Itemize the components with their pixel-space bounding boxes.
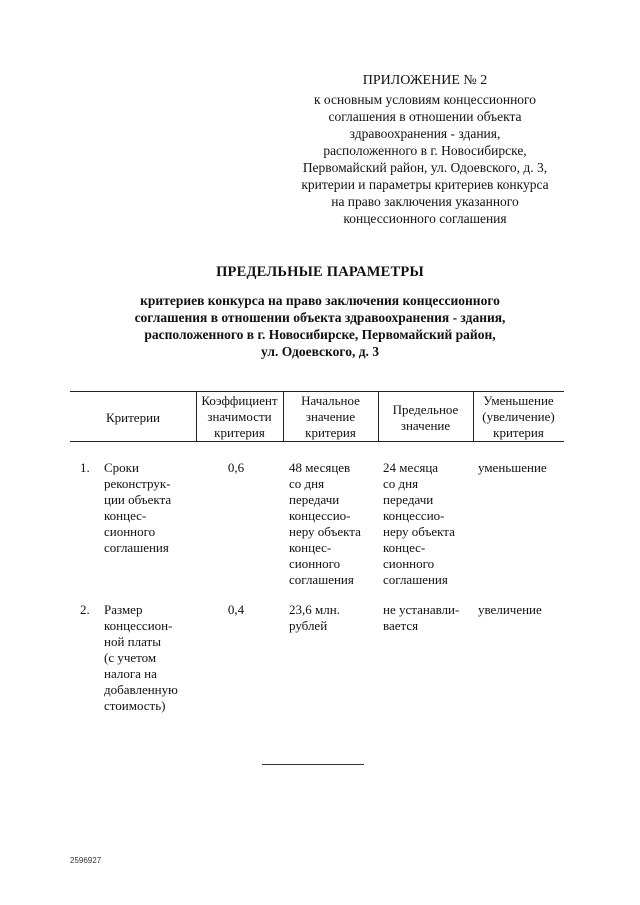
row-coefficient: 0,4 <box>227 602 245 617</box>
annex-line: к основным условиям концессионного <box>313 92 537 107</box>
table-header-rule <box>70 441 564 442</box>
end-of-document-rule <box>262 764 364 765</box>
row-direction: уменьшение <box>478 460 547 475</box>
document-title: ПРЕДЕЛЬНЫЕ ПАРАМЕТРЫ <box>216 264 424 280</box>
subtitle-line: соглашения в отношении объекта здравоохранения - здания, <box>134 310 506 325</box>
header-initial-value: Начальное значение критерия <box>301 393 360 440</box>
row-direction: увеличение <box>478 602 542 617</box>
annex-line: расположенного в г. Новосибирске, <box>323 143 527 158</box>
header-criteria: Критерии <box>106 410 160 425</box>
annex-line: соглашения в отношении объекта <box>328 109 522 124</box>
annex-line: концессионного соглашения <box>343 211 507 226</box>
table-top-rule <box>70 391 564 392</box>
row-number: 1. <box>80 460 90 475</box>
row-coefficient: 0,6 <box>227 460 245 475</box>
header-direction: Уменьшение (увеличение) критерия <box>482 393 555 440</box>
subtitle-line: критериев конкурса на право заключения концессионного <box>140 293 500 308</box>
row-limit-value: не устанавли- вается <box>383 602 460 633</box>
row-initial-value: 48 месяцев со дня передачи концессио- неру объекта концес- сионного соглашения <box>289 460 361 587</box>
annex-block <box>270 72 580 227</box>
row-limit-value: 24 месяца со дня передачи концессио- неру объекта концес- сионного соглашения <box>383 460 455 587</box>
row-initial-value: 23,6 млн. рублей <box>289 602 340 633</box>
row-criteria: Сроки реконструк- ции объекта концес- сионного соглашения <box>104 460 172 555</box>
row-number: 2. <box>80 602 90 617</box>
annex-title: ПРИЛОЖЕНИЕ № 2 <box>362 73 488 88</box>
row-criteria: Размер концессион- ной платы (с учетом налога на добавленную стоимость) <box>104 602 178 713</box>
annex-line: критерии и параметры критериев конкурса <box>301 177 549 192</box>
subtitle-line: расположенного в г. Новосибирске, Первомайский район, <box>144 327 496 342</box>
document-code: 2596927 <box>70 856 102 865</box>
subtitle-line: ул. Одоевского, д. 3 <box>260 344 380 359</box>
document-subtitle <box>60 292 580 360</box>
header-coefficient: Коэффициент значимости критерия <box>201 393 278 440</box>
annex-line: Первомайский район, ул. Одоевского, д. 3, <box>302 160 548 175</box>
annex-line: здравоохранения - здания, <box>349 126 501 141</box>
annex-line: на право заключения указанного <box>331 194 519 209</box>
header-limit-value: Предельное значение <box>392 402 459 433</box>
